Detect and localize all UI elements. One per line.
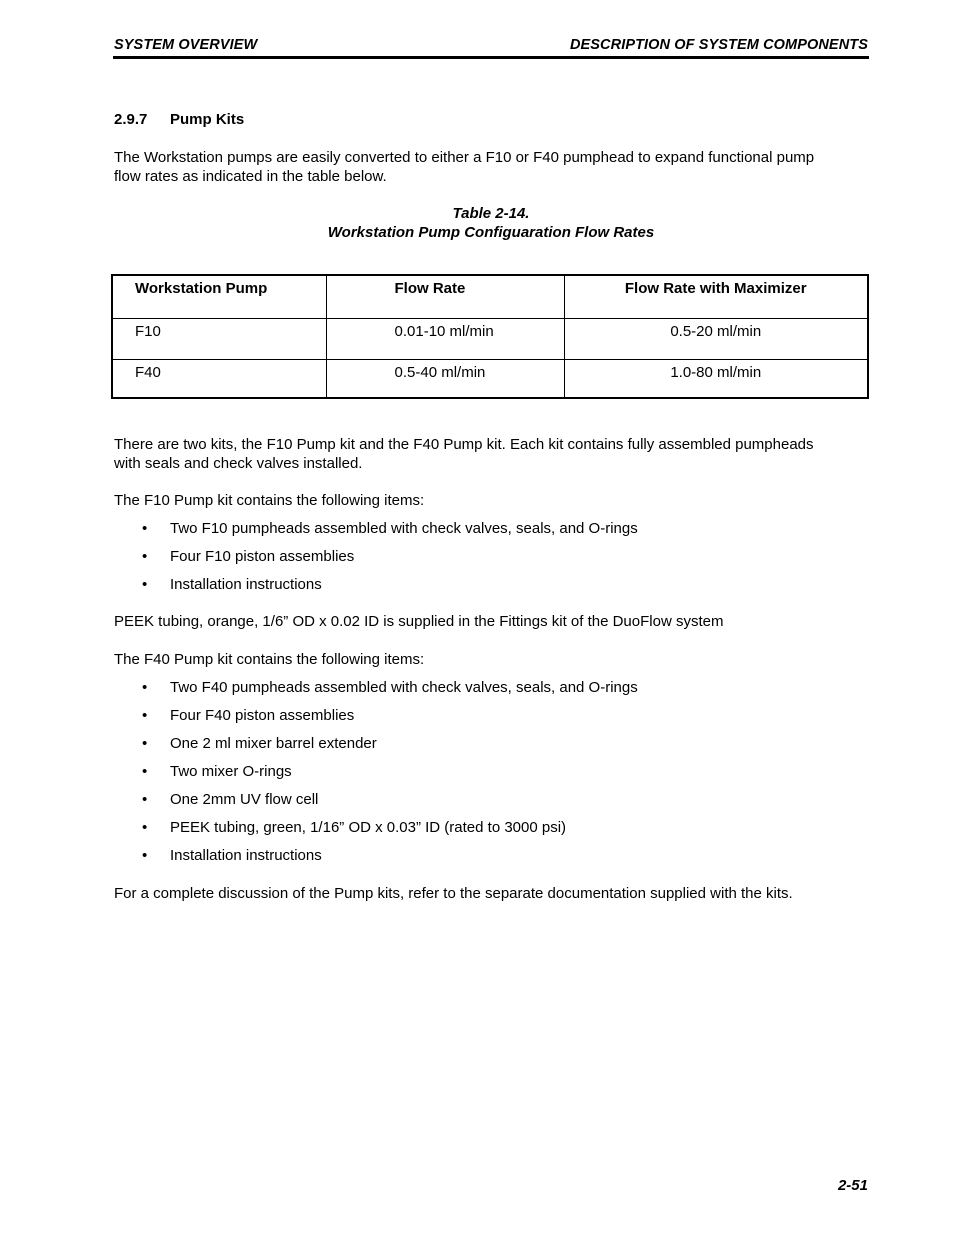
cell-pump: F40 <box>112 359 326 398</box>
table-title: Workstation Pump Configuaration Flow Rates <box>327 224 655 241</box>
column-header-flow-rate-maximizer: Flow Rate with Maximizer <box>564 275 868 318</box>
section-number: 2.9.7 <box>114 111 148 128</box>
bullet-icon: • <box>142 735 148 752</box>
f40-intro: The F40 Pump kit contains the following items: <box>114 651 425 668</box>
table-caption <box>113 204 869 242</box>
bullet-icon: • <box>142 707 148 724</box>
bullet-icon: • <box>142 791 148 808</box>
f10-intro: The F10 Pump kit contains the following items: <box>114 492 425 509</box>
cell-flow-rate: 0.5-40 ml/min <box>326 359 564 398</box>
list-item: • Two F40 pumpheads assembled with check valves, seals, and O-rings <box>142 679 638 696</box>
cell-flow-rate: 0.01-10 ml/min <box>326 318 564 359</box>
cell-pump: F10 <box>112 318 326 359</box>
table-row <box>112 318 868 359</box>
bullet-icon: • <box>142 576 148 593</box>
list-item: • Two mixer O-rings <box>142 763 292 780</box>
kits-line-1: There are two kits, the F10 Pump kit and the F40 Pump kit. Each kit contains fully assembled pumpheads <box>114 436 814 453</box>
flow-rate-table <box>111 274 869 399</box>
bullet-icon: • <box>142 679 148 696</box>
section-heading <box>114 111 244 128</box>
section-title: Pump Kits <box>170 111 245 128</box>
kits-paragraph <box>114 435 870 473</box>
column-header-pump: Workstation Pump <box>112 275 326 318</box>
table-header-row <box>112 275 868 318</box>
intro-line-1: The Workstation pumps are easily converted to either a F10 or F40 pumphead to expand functional pump <box>114 149 815 166</box>
list-item: • One 2 ml mixer barrel extender <box>142 735 377 752</box>
list-item: • One 2mm UV flow cell <box>142 791 319 808</box>
bullet-icon: • <box>142 819 148 836</box>
cell-flow-rate-maximizer: 0.5-20 ml/min <box>564 318 868 359</box>
page-header <box>113 36 869 59</box>
f40-item-list <box>114 678 638 874</box>
kits-line-2: with seals and check valves installed. <box>114 455 363 472</box>
header-chapter-title: DESCRIPTION OF SYSTEM COMPONENTS <box>569 37 868 53</box>
intro-paragraph <box>114 148 870 186</box>
header-section-title: SYSTEM OVERVIEW <box>114 37 258 53</box>
list-item: • Installation instructions <box>142 847 322 864</box>
bullet-icon: • <box>142 548 148 565</box>
column-header-flow-rate: Flow Rate <box>326 275 564 318</box>
bullet-icon: • <box>142 847 148 864</box>
peek-note: PEEK tubing, orange, 1/6” OD x 0.02 ID is supplied in the Fittings kit of the DuoFlow system <box>114 613 724 630</box>
page-number: 2-51 <box>837 1177 868 1194</box>
bullet-icon: • <box>142 763 148 780</box>
closing-paragraph: For a complete discussion of the Pump kits, refer to the separate documentation supplied with the kits. <box>114 885 793 902</box>
cell-flow-rate-maximizer: 1.0-80 ml/min <box>564 359 868 398</box>
bullet-icon: • <box>142 520 148 537</box>
table-row <box>112 359 868 398</box>
f10-item-list <box>114 519 638 603</box>
intro-line-2: flow rates as indicated in the table below. <box>114 168 387 185</box>
list-item: • PEEK tubing, green, 1/16” OD x 0.03” ID (rated to 3000 psi) <box>142 819 567 836</box>
list-item: • Four F40 piston assemblies <box>142 707 355 724</box>
table-number: Table 2-14. <box>452 205 530 222</box>
list-item: • Installation instructions <box>142 576 322 593</box>
list-item: • Four F10 piston assemblies <box>142 548 355 565</box>
list-item: • Two F10 pumpheads assembled with check valves, seals, and O-rings <box>142 520 638 537</box>
